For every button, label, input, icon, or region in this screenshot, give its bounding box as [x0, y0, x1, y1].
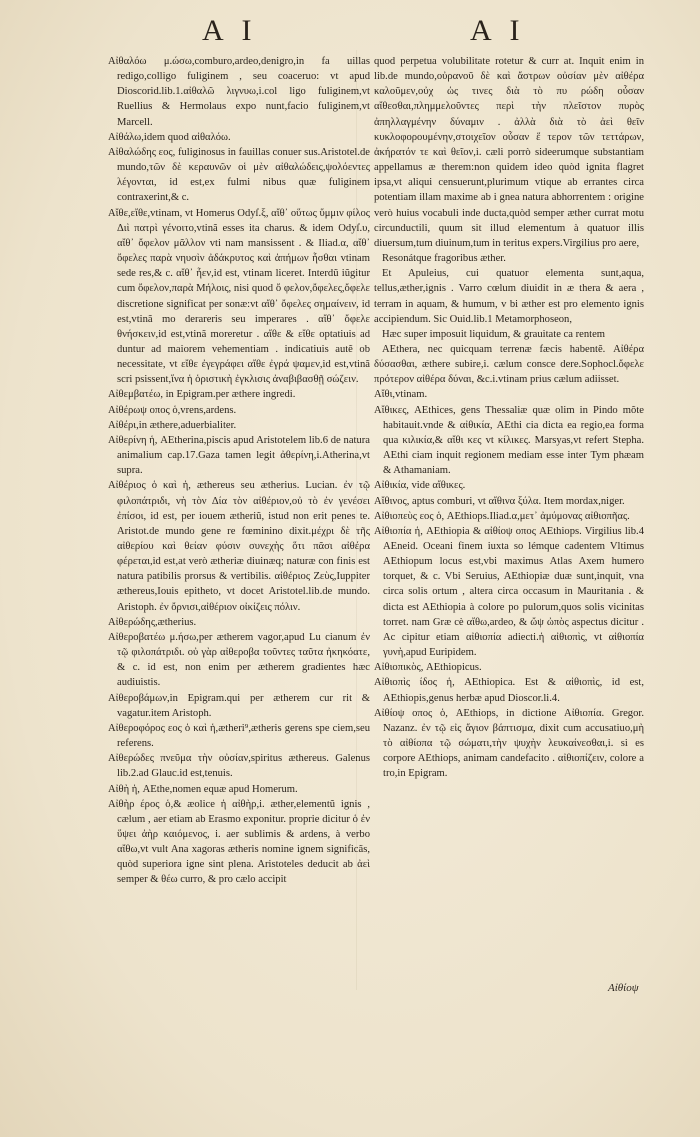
entry-paragraph: AEthera, nec quicquam terrenæ fæcis habentẽ. Αἰθέρα δύσασθαι, æthere subire,i. cælum consce dere.Sophocl.ὄφελε πρότερον αἰθέρα δύναι, &c.i.vtinam prius cælum adiisset.: [374, 343, 644, 386]
dictionary-entry: Αἴθικες, AEthices, gens Thessaliæ quæ olim in Pindo mõte habitauit.vnde & αἰθικία, AEthi cia dicta ea regio,ea forma qua κιλικία,& αἴθι κες vt κίλικες. Marsyas,vt refert Stepha. AEthi ciam inquit regionem mediam esse inter Tym phæam & Athamaniam.: [374, 404, 644, 477]
catchword: Αἰθίοψ: [608, 982, 639, 994]
dictionary-entry: Αἰθιοπία ἡ, AEthiopia & αἰθίοψ οπος AEthiops. Virgilius lib.4 AEneid. Oceani finem iuxta so lémque cadentem Vltimus AEthiopum locus est,vbi maximus Atlas Axem humero torquet, & c. Vbi Seruius, AEthiopiæ duæ sunt,inquit, vna circa solis ortum , altera circa occasum in Mauritania . & dicta est AEthiopia à colore po pulorum,quos solis vicinitas torret. nam Græ cè αἴθω,ardeo, & ὤψ ὠπὸς aspectus dicitur . Ac cipitur etiam αἰθιοπία adiecti.ἡ αἰθιοπὶς, vt αἰθιοπία γυνὴ,apud Euripidem.: [374, 525, 644, 659]
dictionary-entry: Αἰθιοπὶς ίδος ἡ, AEthiopica. Est & αἰθιοπὶς, id est, AEthiopis,genus herbæ apud Dioscor.li.4.: [374, 677, 644, 704]
entry-paragraph: Et Apuleius, cui quatuor elementa sunt,aqua, tellus,æther,ignis . Varro cœlum diuidit in æ thera & aera , terram in aquam, & humum, v bi æther est pro elemento ignis accipiendum. Sic Ouid.lib.1 Metamorphoseon,: [374, 268, 644, 325]
dictionary-entry: Αἰθικία, vide αἴθικες.: [374, 480, 466, 492]
dictionary-entry: Αἰθὴρ έρος ὁ,& æolice ἡ αἰθὴρ,i. æther,elementũ ignis , cælum , aer etiam ab Erasmo exponitur. proprie dicitur ὁ ἐν ὕψει ἀὴρ καιόμενος, i. aer sublimis & ardens, à verbo αἴθω,vt vult Ana xagoras ætheris nomine ignem significãs, quòd superiora igne sint plena. Aristoteles deducit ab ἀεὶ semper & θέω curro, & pro cælo accipit: [108, 798, 370, 886]
dictionary-entry: Αἰθέριος ὁ καὶ ἡ, æthereus seu ætherius. Lucian. ἐν τῷ φιλοπάτριδι, νὴ τὸν Δία τὸν αἰθέριον,οὐ τὸ ἐν γενέσει ἐπίσοι, id est, per iouem ætheriũ, istud non erit penes te. Aristot.de mundo gene re fœminino dixit.μέχρι δὲ τῆς αἰθερίου καὶ θείαν φύσιν συνεχὴς ὅτι πᾶσι αἰθέρα φέρεται,id est,at verò ætheriæ diuinæq; naturæ con finis est natura patibilis prorsus & vertibilis. αἰθέριος Ζεὺς,Iuppiter æthereus,Iouis epitheto, vt docet Aristotel.lib.de mundo. Aristoph. ἐν ὄρνισι,αἰθέριον οἰκίζεις πόλιν.: [108, 480, 370, 613]
dictionary-entry: Αἰθάλω,idem quod αἰθαλόω.: [108, 131, 231, 143]
dictionary-entry: Αἴθι,vtinam.: [374, 389, 428, 401]
verse-quotation: Resonátque fragoribus æther.: [382, 253, 506, 265]
dictionary-entry: Αἰθιοπικὸς, AEthiopicus.: [374, 662, 482, 674]
dictionary-entry-continuation: quod perpetua volubilitate rotetur & curr at. Inquit enim in lib.de mundo,οὐρανοῦ δὲ καὶ ἄστρων οὐσίαν μὲν αἰθέρα καλοῦμεν,οὐχ ὡς τινες διὰ τὸ πυ ρώδη οὖσαν αἴθεσθαι,πλημμελοῦντες περὶ τὴν πλεῖστον πυρὸς ἀπηλλαγμένην δύναμιν . ἀλλὰ διὰ τὸ ἀεὶ θεῖν κυκλοφορουμένην,στοιχεῖον οὖσαν ἕ τερον τῶν τεττάρων, ἀκήρατόν τε καὶ θεῖον,i. cæli porrò sideerumque substantiam appellamus æ therem:non quidem ideo quòd ignita flagret ipsa,vt aliqui censuerunt,plurimum vtique ab errantes circa potentiam illam maxime ab i gnea natura abhorrentem : origine verò huius vocabuli inde ducta,quòd semper æther currat motu circunductili, quum sit illud elementum à quatuor illis diuersum,tum diuinum,tum in teritus expers.Virgilius pro aere,: [374, 56, 644, 249]
dictionary-entry: Αἰθεροφόρος εος ὁ καὶ ἡ,ætheri⁹,ætheris gerens spe ciem,seu referens.: [108, 722, 370, 750]
running-head-right: A I: [470, 14, 526, 47]
dictionary-entry: Αἰθεμβατέω, in Epigram.per æthere ingredi.: [108, 389, 296, 401]
left-column: [108, 54, 370, 888]
dictionary-entry: Αἰθαλώδης εος, fuliginosus in fauillas conuer sus.Aristotel.de mundo,τῶν δὲ κεραυνῶν οἱ μὲν αἰθαλώδεις,ψολόεντες λέγονται, id est,ex fulmi nibus quæ fuliginem contraxerint,& c.: [108, 146, 370, 204]
dictionary-entry: Αἴθε,εἴθε,vtinam, vt Homerus Odyſ.ξ, αἴθ᾽ οὕτως ὕμμιν φίλος Διὶ πατρὶ γένοιτο,vtinã esses ita charus. & idem Odyſ.υ, αἴθ᾽ ὄφελον μᾶλλον vti nam mansissent . & Iliad.α, αἴθ᾽ ὄφελες παρὰ νηυσὶν ἀδάκρυτος καὶ ἀπήμων ἧσθαι vtinam sede res,& c. αἴθ᾽ ἦεν,id est, vtinam liceret. Interdũ iũgitur cum ὄφελον,παρὰ Μήλοις, nisi quod ὄ φελον,ὄφελες,ὄφελε discretione significat per sonæ:vt αἴθ᾽ ὄφελες σημαίνειν, id est,vtinã mo derareris seu imperares . αἴθ᾽ ὄφελε θνήσκειν,id est,vtinã moreretur . αἴθε & εἴθε optatiuis ad duntur ad maiorem vehementiam . indicatiuis autẽ ob necessitate, vt εἴθε ἐγεγράφει αἴθε ἐγρά ψαμεν,id est,vtinã scri psissent,ἵνα ἡ ὁριστικὴ ἐγκλισις ἀναβιβασθῇ σώζειν.: [108, 207, 370, 386]
dictionary-entry: Αἰθαλόω μ.ώσω,comburo,ardeo,denigro,in fa uillas redigo,colligo fuliginem , seu coaceruo: vt apud Dioscorid.lib.1.αἰθαλῶ λιγνυω,i.col ligo fuliginem,vt Ruellius & Hermolaus expo nunt,facio fuliginem,vt Marcell.: [108, 56, 370, 128]
verse-quotation: Hæc super imposuit liquidum, & grauitate ca rentem: [382, 328, 606, 340]
dictionary-entry: Αἰθεροβάμων,in Epigram.qui per ætherem cur rit & vagatur.item Aristoph.: [108, 692, 370, 719]
dictionary-entry: Αἰθίοψ οπος ὁ, AEthiops, in dictione Αἰθιοπία. Gregor. Nazanz. ἐν τῷ εἰς ἅγιον βάπτισμα, dixit cum accusatiuo,μὴ τὸ αἰθίοπα τῷ σώματι,τὴν ψυχὴν λευκαίνεσθαι,i. si es corpore AEthiops, animam candefacito . αἰθιοπίζειν, colore a tro,in Epigram.: [374, 707, 644, 780]
dictionary-entry: Αἰθὴ ἡ, AEthe,nomen equæ apud Homerum.: [108, 783, 298, 795]
dictionary-entry: Αἰθιοπεὺς εος ὁ, AEthiops.Iliad.α,μετ᾽ ἀμύμονας αἰθιοπῆας.: [374, 510, 630, 522]
dictionary-entry: Αἰθερώδες πνεῦμα τὴν οὐσίαν,spiritus æthereus. Galenus lib.2.ad Glauc.id est,tenuis.: [108, 753, 370, 780]
dictionary-entry: Αἰθέρι,in æthere,aduerbialiter.: [108, 419, 237, 431]
running-head-left: A I: [202, 14, 258, 47]
right-column: [374, 54, 644, 782]
dictionary-entry: Αἰθέρωψ οπος ὁ,vrens,ardens.: [108, 404, 237, 416]
dictionary-entry: Αἰθερώδης,ætherius.: [108, 616, 197, 628]
dictionary-entry: Αἴθινος, aptus comburi, vt αἴθινα ξύλα. Item mordax,niger.: [374, 495, 625, 507]
dictionary-entry: Αἰθεροβατέω μ.ήσω,per ætherem vagor,apud Lu cianum ἐν τῷ φιλοπάτριδι. οὐ γὰρ αἰθεροβα τοῦντες ταῦτα ἠκηκόατε, & c. id est, non enim per ætherem gradientes hæc audiuistis.: [108, 631, 370, 689]
dictionary-entry: Αἰθερίνη ἡ, AEtherina,piscis apud Aristotelem lib.6 de natura animalium cap.17.Gaza tamen legit ἀθερίνη,i.Atherina,vt supra.: [108, 434, 370, 477]
